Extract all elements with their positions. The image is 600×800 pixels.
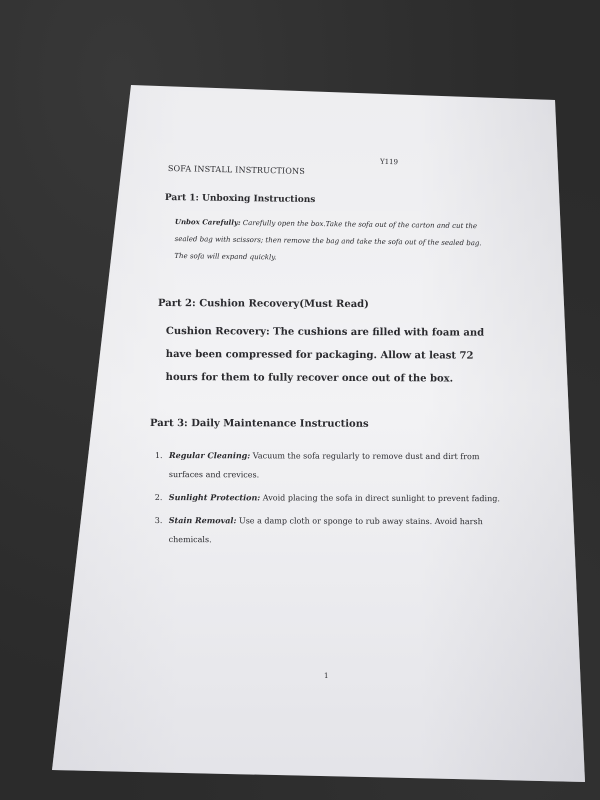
cushion-text: The cushions are filled with foam and have been compressed for packaging. Allow at least 72 hours for them to fully recover once out of the box. (165, 326, 485, 385)
page-number: 1 (324, 672, 329, 680)
list-item (153, 511, 513, 550)
list-item-text: Vacuum the sofa regularly to remove dust and dirt from surfaces and crevices. (168, 451, 480, 480)
section-heading-cushion: Part 2: Cushion Recovery(Must Read) (157, 298, 369, 311)
unboxing-lead: Unbox Carefully: (174, 216, 241, 227)
list-item-number: 1. (154, 451, 163, 461)
list-item-text: Avoid placing the sofa in direct sunlight to prevent fading. (260, 493, 500, 504)
section-heading-maintenance: Part 3: Daily Maintenance Instructions (149, 418, 369, 430)
section-body-unboxing (174, 213, 495, 269)
maintenance-list (153, 446, 513, 554)
list-item (153, 488, 513, 508)
cushion-lead: Cushion Recovery: (165, 325, 270, 338)
list-item-number: 2. (154, 493, 163, 503)
section-heading-unboxing: Part 1: Unboxing Instructions (164, 193, 316, 206)
list-item (153, 446, 513, 485)
unboxing-text: Carefully open the box.Take the sofa out of the carton and cut the sealed bag with scissors; then remove the bag and take the sofa out of the sealed bag. The sofa will expand quickly. (174, 218, 482, 262)
list-item-lead: Regular Cleaning: (168, 450, 251, 461)
list-item-number: 3. (154, 516, 163, 526)
list-item-lead: Sunlight Protection: (168, 492, 261, 503)
document-code: Y119 (379, 157, 399, 167)
section-body-cushion (166, 320, 496, 391)
list-item-lead: Stain Removal: (168, 515, 237, 526)
document-title: SOFA INSTALL INSTRUCTIONS (167, 164, 306, 176)
list-item-text: Use a damp cloth or sponge to rub away stains. Avoid harsh chemicals. (168, 516, 483, 545)
